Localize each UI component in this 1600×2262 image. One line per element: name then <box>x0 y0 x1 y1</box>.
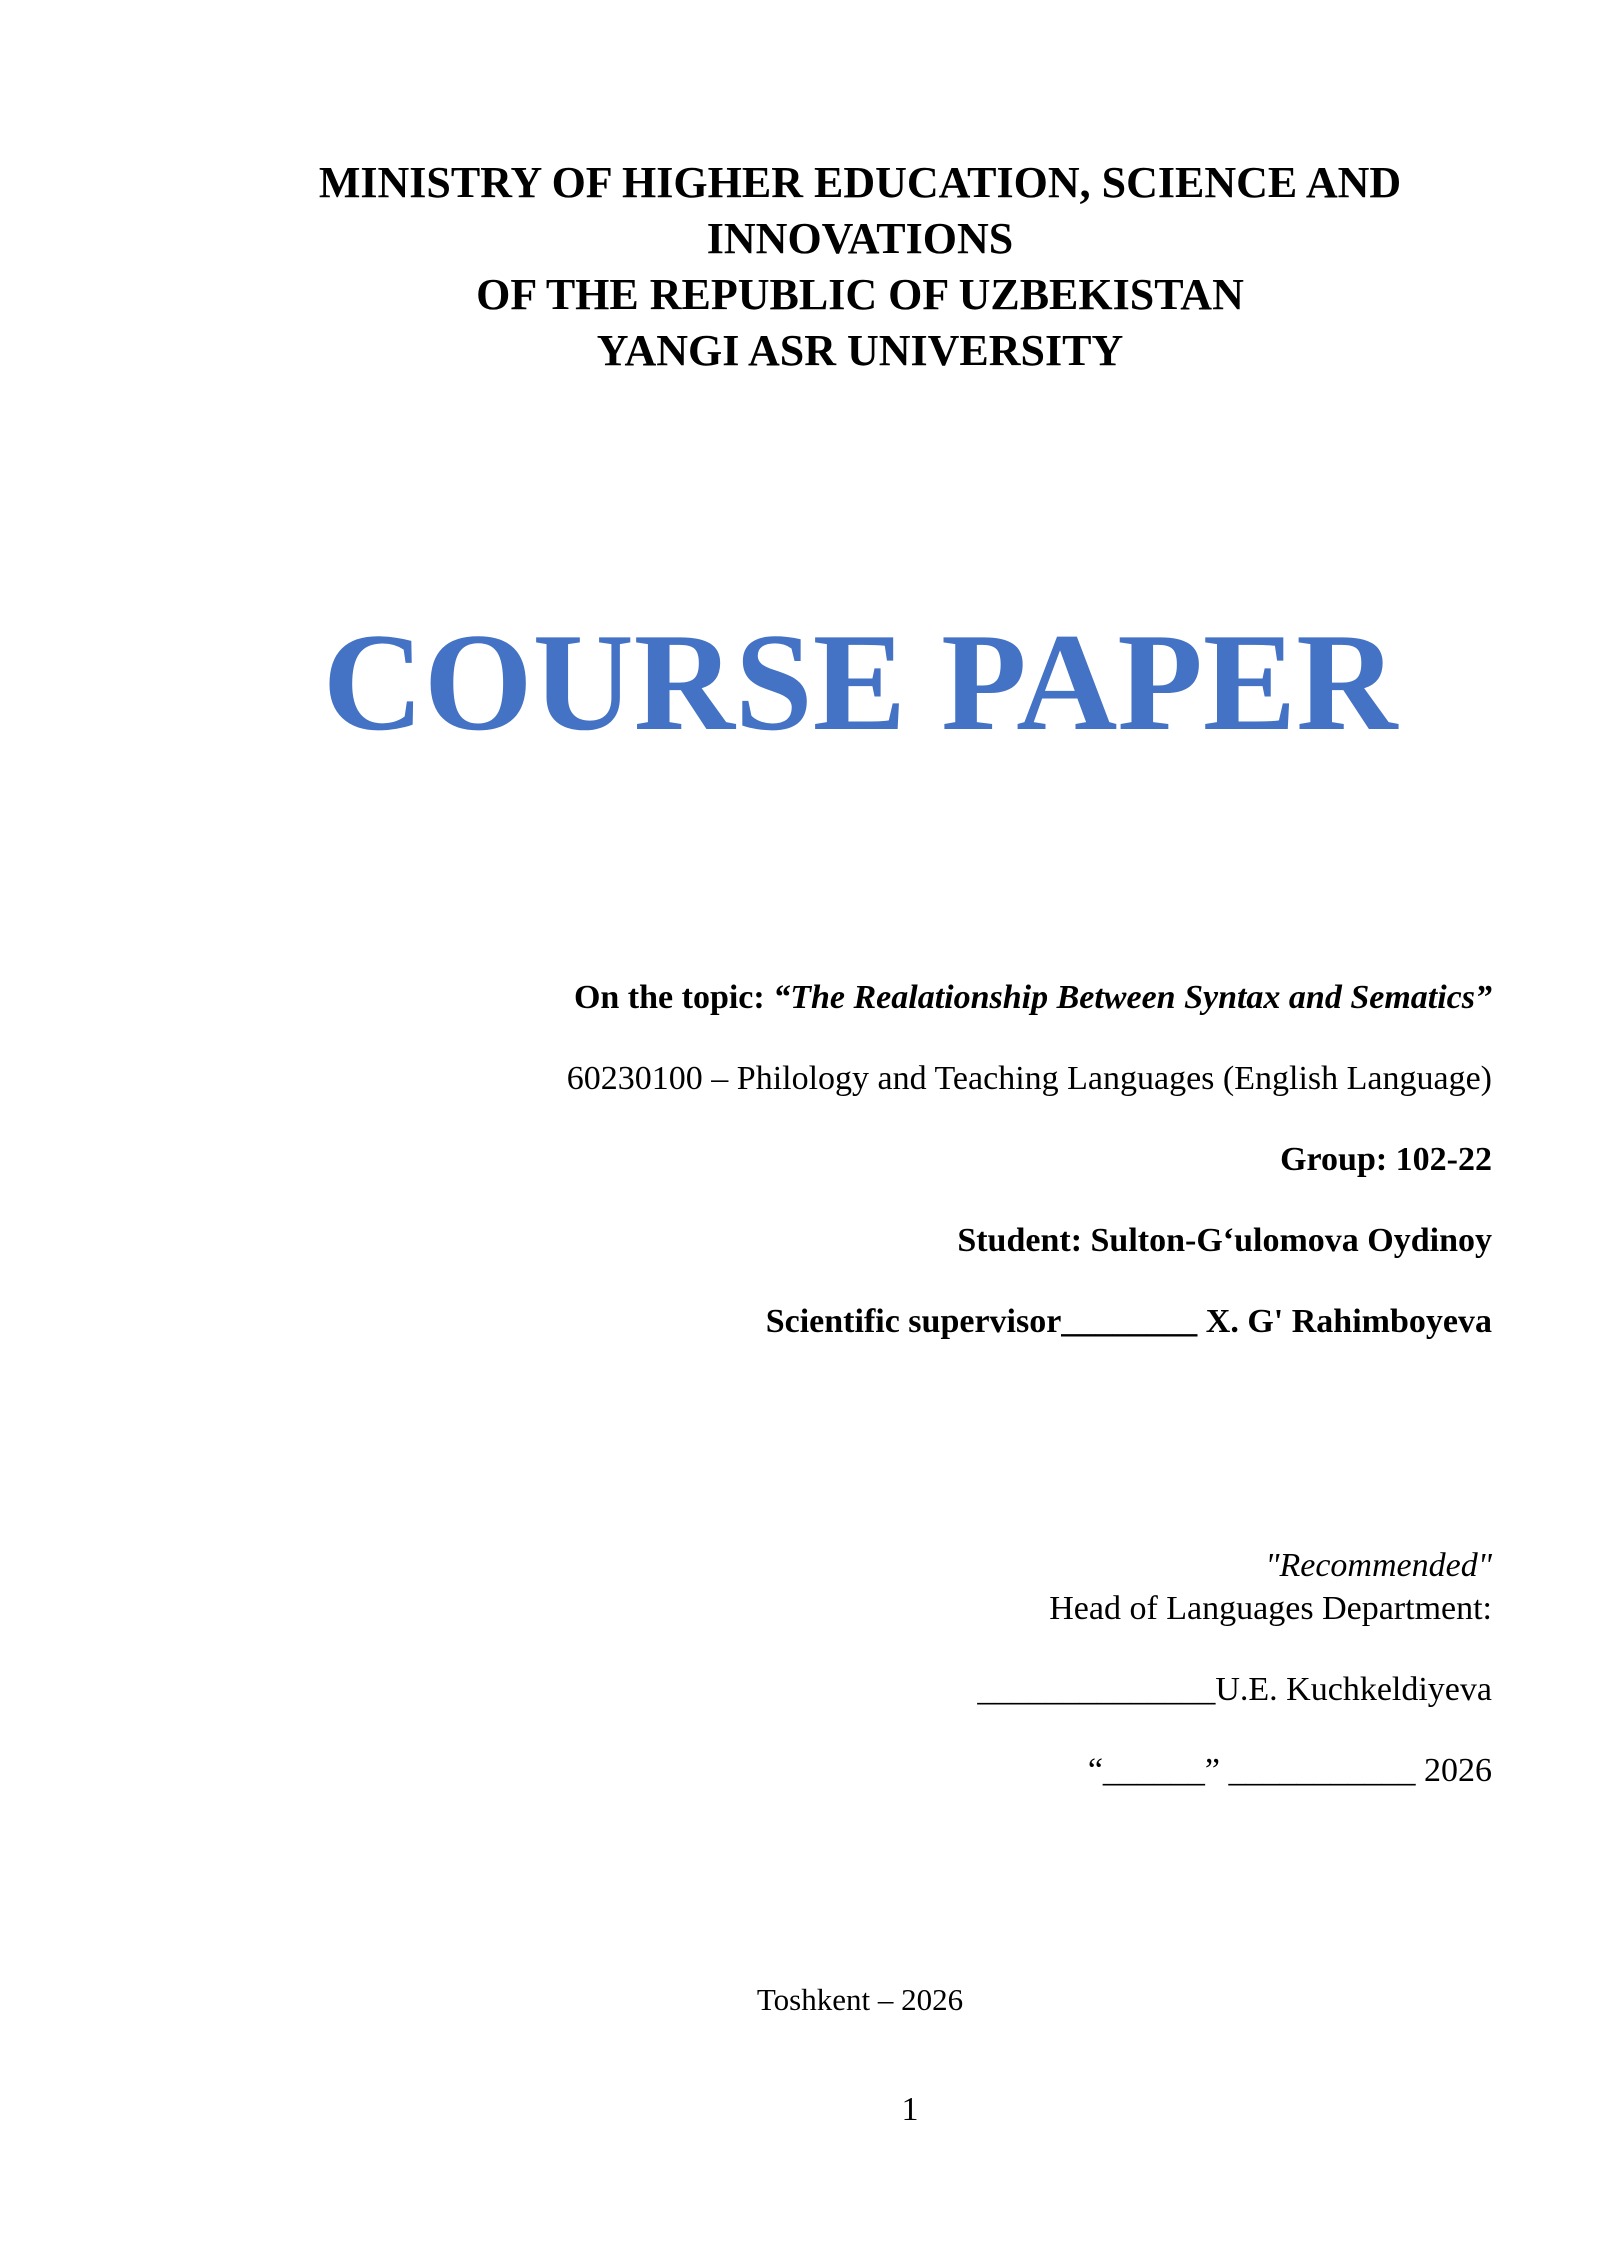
program-line: 60230100 – Philology and Teaching Languages (English Language) <box>566 1060 1492 1097</box>
approval-date-line: “______” ___________ 2026 <box>1087 1752 1492 1789</box>
document-title: COURSE PAPER <box>322 605 1398 760</box>
topic-value: “The Realationship Between Syntax and Sematics” <box>773 979 1492 1016</box>
group-line: Group: 102-22 <box>1280 1141 1492 1178</box>
header-line-4: YANGI ASR UNIVERSITY <box>596 326 1124 375</box>
topic-label: On the topic: <box>573 979 774 1016</box>
topic-line <box>574 978 1492 1018</box>
place-and-year: Toshkent – 2026 <box>756 1982 964 2017</box>
header-line-2: INNOVATIONS <box>706 214 1014 263</box>
page-number: 1 <box>901 2091 919 2128</box>
head-of-department-title: Head of Languages Department: <box>1049 1590 1492 1627</box>
recommended-label: "Recommended" <box>1265 1547 1492 1584</box>
header-line-1: MINISTRY OF HIGHER EDUCATION, SCIENCE AND <box>318 158 1402 207</box>
header-line-3: OF THE REPUBLIC OF UZBEKISTAN <box>476 270 1244 319</box>
supervisor-line: Scientific supervisor________ X. G' Rahimboyeva <box>765 1303 1492 1340</box>
student-line: Student: Sulton-G‘ulomova Oydinoy <box>957 1222 1492 1259</box>
ministry-header <box>200 155 1520 379</box>
head-of-department-signature: ______________U.E. Kuchkeldiyeva <box>977 1671 1492 1708</box>
